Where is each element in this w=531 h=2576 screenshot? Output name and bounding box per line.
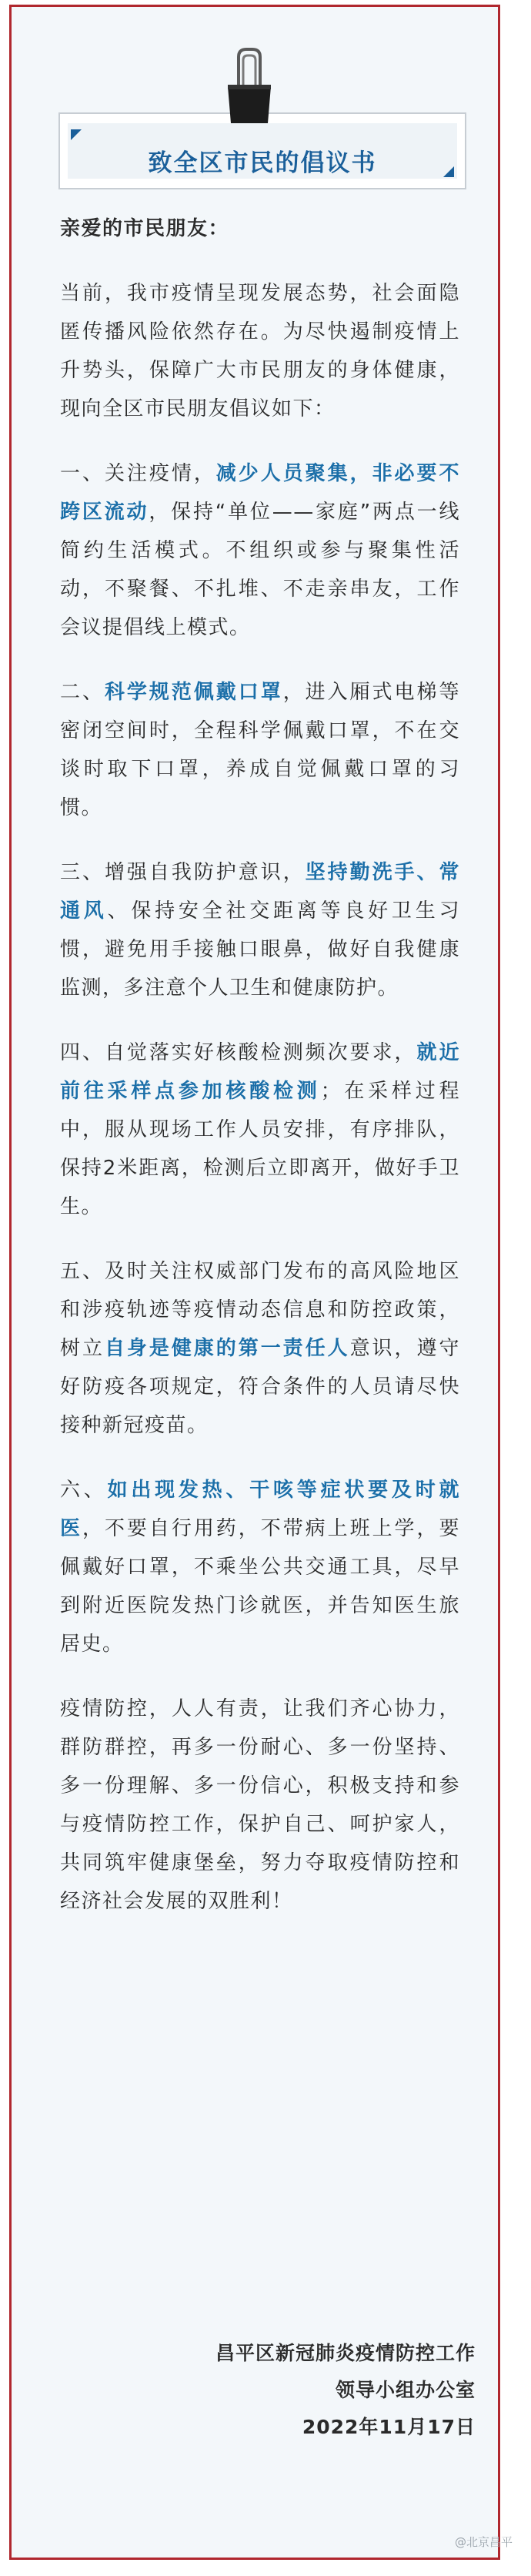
letter-body bbox=[60, 209, 460, 1947]
item-5-prefix: 五、及时关注权威部门发布的高风险地区和涉疫轨迹等疫情动态信息和防控政策，树立 bbox=[60, 1260, 460, 1360]
item-1-prefix: 一、关注疫情， bbox=[60, 462, 216, 485]
item-6 bbox=[60, 1471, 460, 1663]
item-4-text: ；在采样过程中，服从现场工作人员安排，有序排队，保持2米距离，检测后立即离开，做好手卫生。 bbox=[60, 1080, 460, 1218]
item-6-highlight: 如出现发热、干咳等症状要及时就医 bbox=[60, 1479, 460, 1540]
page-title: 致全区市民的倡议书 bbox=[148, 149, 377, 177]
signature-line-2: 领导小组办公室 bbox=[335, 2379, 476, 2401]
item-3-text: 、保持安全社交距离等良好卫生习惯，避免用手接触口眼鼻，做好自我健康监测，多注意个人卫生和健康防护。 bbox=[60, 899, 460, 1000]
item-5-text: 意识，遵守好防疫各项规定，符合条件的人员请尽快接种新冠疫苗。 bbox=[60, 1337, 460, 1437]
item-2 bbox=[60, 673, 460, 827]
item-5 bbox=[60, 1252, 460, 1445]
item-2-text: ，进入厢式电梯等密闭空间时，全程科学佩戴口罩，不在交谈时取下口罩，养成自觉佩戴口罩的习惯。 bbox=[60, 681, 460, 819]
item-4-prefix: 四、自觉落实好核酸检测频次要求， bbox=[60, 1041, 417, 1064]
corner-triangle-left bbox=[71, 129, 82, 140]
item-2-prefix: 二、 bbox=[60, 681, 105, 704]
item-1 bbox=[60, 454, 460, 647]
binder-clip-icon bbox=[223, 46, 276, 131]
item-4-highlight: 就近前往采样点参加核酸检测 bbox=[60, 1041, 460, 1103]
signature-block bbox=[215, 2335, 476, 2446]
intro-paragraph: 当前，我市疫情呈现发展态势，社会面隐匿传播风险依然存在。为尽快遏制疫情上升势头，保障广大市民朋友的身体健康，现向全区市民朋友倡议如下： bbox=[60, 282, 460, 420]
signature-date: 2022年11月17日 bbox=[302, 2416, 476, 2438]
item-3 bbox=[60, 853, 460, 1007]
item-1-highlight: 减少人员聚集，非必要不跨区流动 bbox=[60, 462, 460, 524]
signature-line-1: 昌平区新冠肺炎疫情防控工作 bbox=[215, 2342, 476, 2364]
item-6-prefix: 六、 bbox=[60, 1479, 108, 1502]
item-4 bbox=[60, 1033, 460, 1226]
watermark: @北京昌平 bbox=[454, 2535, 513, 2549]
item-1-text: ，保持“单位——家庭”两点一线简约生活模式。不组织或参与聚集性活动，不聚餐、不扎堆、不走亲串友，工作会议提倡线上模式。 bbox=[60, 501, 460, 639]
item-6-text: ，不要自行用药，不带病上班上学，要佩戴好口罩，不乘坐公共交通工具，尽早到附近医院发热门诊就医，并告知医生旅居史。 bbox=[60, 1517, 460, 1656]
item-2-highlight: 科学规范佩戴口罩 bbox=[104, 681, 283, 704]
greeting: 亲爱的市民朋友： bbox=[60, 217, 230, 240]
closing-paragraph: 疫情防控，人人有责，让我们齐心协力，群防群控，再多一份耐心、多一份坚持、多一份理解、多一份信心，积极支持和参与疫情防控工作，保护自己、呵护家人，共同筑牢健康堡垒，努力夺取疫情防控和经济社会发展的双胜利！ bbox=[60, 1697, 460, 1913]
item-3-prefix: 三、增强自我防护意识， bbox=[60, 861, 306, 884]
item-3-highlight: 坚持勤洗手、常通风 bbox=[60, 861, 460, 923]
item-5-highlight: 自身是健康的第一责任人 bbox=[104, 1337, 350, 1360]
